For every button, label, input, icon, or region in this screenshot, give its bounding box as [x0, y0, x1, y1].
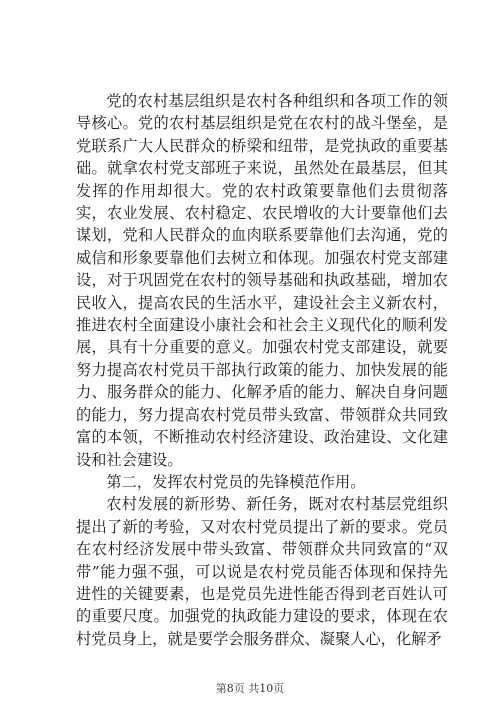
paragraph-2-heading: 第二，发挥农村党员的先锋模范作用。 [106, 472, 366, 491]
paragraph-1: 党的农村基层组织是农村各种组织和各项工作的领导核心。党的农村基层组织是党在农村的战斗堡垒，是党联系广大人民群众的桥梁和纽带，是党执政的重要基础。就拿农村党支部班子来说，虽然处在最基层，但其发挥的作用却很大。党的农村政策要靠他们去贯彻落实，农业发展、农村稳定、农民增收的大计要靠他们去谋划，党和人民群众的血肉联系要靠他们去沟通，党的威信和形象要靠他们去树立和体现。加强农村党支部建设，对于巩固党在农村的领导基础和执政基础，增加农民收入，提高农民的生活水平，建设社会主义新农村，推进农村全面建设小康社会和社会主义现代化的顺利发展，具有十分重要的意义。加强农村党支部建设，就要努力提高农村党员干部执行政策的能力、加快发展的能力、服务群众的能力、化解矛盾的能力、解决自身问题的能力，努力提高农村党员带头致富、带领群众共同致富的本领，不断推动农村经济建设、政治建设、文化建设和社会建设。 [76, 92, 448, 469]
document-body [76, 90, 448, 650]
page-footer: 第8页 共10页 [215, 682, 285, 695]
paragraph-3: 农村发展的新形势、新任务，既对农村基层党组织提出了新的考验，又对农村党员提出了新的要求。党员在农村经济发展中带头致富、带领群众共同致富的“双带”能力强不强，可以说是农村党员能否体现和保持先进性的关键要素，也是党员先进性能否得到老百姓认可的重要尺度。加强党的执政能力建设的要求，体现在农村党员身上，就是要学会服务群众、凝聚人心，化解矛 [76, 495, 448, 648]
